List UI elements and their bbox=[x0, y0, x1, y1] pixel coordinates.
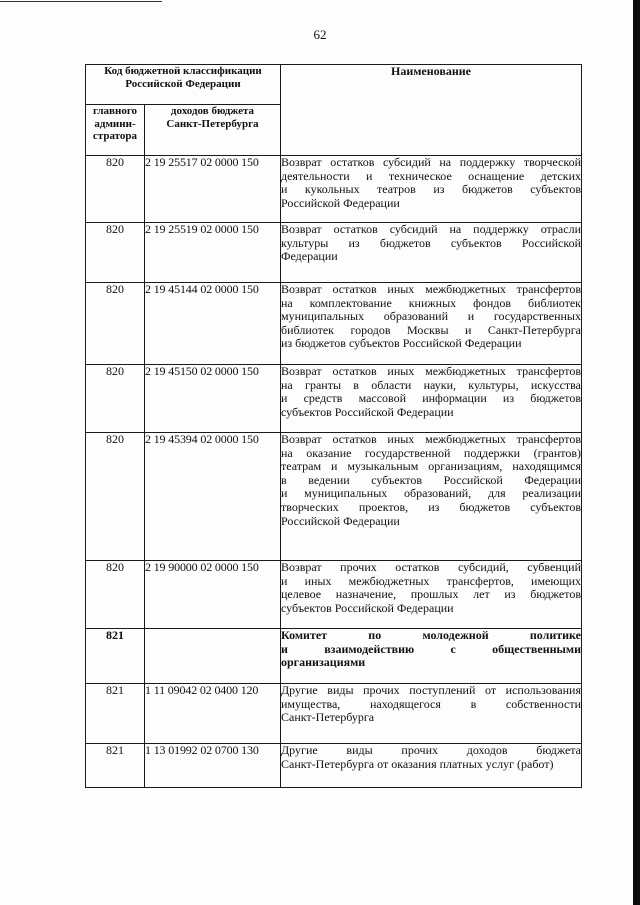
name-cell bbox=[281, 684, 582, 744]
table-row bbox=[86, 433, 582, 561]
name-line: Возврат остатков субсидий на поддержку творческой bbox=[281, 155, 581, 169]
name-line: Другие виды прочих поступлений от использования bbox=[281, 683, 581, 697]
name-line: в ведении субъектов Российской Федерации bbox=[281, 472, 581, 487]
header-admin-line3: стратора bbox=[92, 130, 138, 142]
header-income-line1: доходов бюджета bbox=[170, 105, 255, 117]
name-line: на гранты в области науки, культуры, искусства bbox=[281, 377, 581, 392]
admin-code-cell: 821 bbox=[86, 684, 145, 744]
header-income-line2: Санкт-Петербурга bbox=[166, 117, 259, 130]
name-line: на оказание государственной поддержки (грантов) bbox=[281, 445, 581, 460]
income-code-cell: 2 19 45144 02 0000 150 bbox=[145, 283, 281, 365]
name-line: субъектов Российской Федерации bbox=[281, 600, 454, 615]
top-rule bbox=[0, 1, 162, 2]
name-cell bbox=[281, 629, 582, 684]
name-line: деятельности и техническое оснащение детских bbox=[281, 168, 581, 183]
page-number: 62 bbox=[313, 27, 327, 42]
name-line: Комитет по молодежной политике bbox=[281, 628, 581, 642]
income-code-cell: 1 13 01992 02 0700 130 bbox=[145, 744, 281, 788]
income-code-cell: 1 11 09042 02 0400 120 bbox=[145, 684, 281, 744]
name-line: Российской Федерации bbox=[281, 513, 400, 528]
income-code-cell: 2 19 45394 02 0000 150 bbox=[145, 433, 281, 561]
admin-code-cell: 820 bbox=[86, 365, 145, 433]
name-line: театрам и музыкальным организациям, находящимся bbox=[281, 459, 581, 474]
header-group-title bbox=[86, 65, 281, 105]
name-cell bbox=[281, 561, 582, 629]
income-code-cell bbox=[145, 629, 281, 684]
header-income-column bbox=[145, 105, 281, 156]
admin-code-cell: 821 bbox=[86, 744, 145, 788]
table-row bbox=[86, 684, 582, 744]
name-line: имущества, находящегося в собственности bbox=[281, 696, 581, 711]
name-line: Возврат остатков иных межбюджетных трансфертов bbox=[281, 432, 581, 446]
income-code-cell: 2 19 90000 02 0000 150 bbox=[145, 561, 281, 629]
name-line: Возврат прочих остатков субсидий, субвенций bbox=[281, 560, 581, 574]
name-line: из бюджетов субъектов Российской Федерации bbox=[281, 336, 522, 351]
name-line: Возврат остатков иных межбюджетных трансфертов bbox=[281, 364, 581, 378]
admin-code-cell: 820 bbox=[86, 223, 145, 283]
name-cell bbox=[281, 365, 582, 433]
header-group-title-line1: Код бюджетной классификации bbox=[104, 65, 262, 77]
scan-edge bbox=[633, 0, 640, 905]
table-body bbox=[86, 156, 582, 788]
table-row bbox=[86, 223, 582, 283]
admin-code-cell: 820 bbox=[86, 156, 145, 223]
name-line: организациями bbox=[281, 655, 366, 670]
name-line: Российской Федерации bbox=[281, 195, 400, 210]
header-name-column: Наименование bbox=[281, 65, 582, 156]
name-line: Санкт-Петербурга bbox=[281, 710, 375, 725]
name-line: Возврат остатков субсидий на поддержку отрасли bbox=[281, 222, 581, 236]
income-code-cell: 2 19 45150 02 0000 150 bbox=[145, 365, 281, 433]
name-line: целевое назначение, прошлых лет из бюджетов bbox=[281, 587, 581, 602]
header-admin-line2: админи- bbox=[94, 117, 136, 130]
name-line: и иных межбюджетных трансфертов, имеющих bbox=[281, 573, 581, 588]
name-line: и кукольных театров из бюджетов субъектов bbox=[281, 182, 581, 197]
name-line: библиотек городов Москвы и Санкт-Петербурга bbox=[281, 322, 581, 337]
name-line: субъектов Российской Федерации bbox=[281, 404, 454, 419]
name-line: муниципальных образований и государственных bbox=[281, 309, 581, 324]
name-cell bbox=[281, 744, 582, 788]
header-admin-column bbox=[86, 105, 145, 156]
header-admin-line1: главного bbox=[92, 105, 138, 117]
table-row bbox=[86, 561, 582, 629]
name-line: творческих проектов, из бюджетов субъектов bbox=[281, 499, 581, 514]
name-line: и муниципальных образований, для реализации bbox=[281, 486, 581, 501]
table-row bbox=[86, 744, 582, 788]
name-line: Санкт-Петербурга от оказания платных услуг (работ) bbox=[281, 756, 554, 771]
name-line: и средств массовой информации из бюджетов bbox=[281, 391, 581, 406]
name-line: культуры из бюджетов субъектов Российской bbox=[281, 235, 581, 250]
income-code-cell: 2 19 25519 02 0000 150 bbox=[145, 223, 281, 283]
name-line: Федерации bbox=[281, 249, 338, 264]
header-group-title-line2: Российской Федерации bbox=[125, 77, 241, 90]
name-cell bbox=[281, 156, 582, 223]
table-row bbox=[86, 156, 582, 223]
name-line: и взаимодействию с общественными bbox=[281, 641, 581, 656]
name-line: Другие виды прочих доходов бюджета bbox=[281, 743, 581, 757]
admin-code-cell: 820 bbox=[86, 283, 145, 365]
admin-code-cell: 820 bbox=[86, 433, 145, 561]
admin-code-cell: 821 bbox=[86, 629, 145, 684]
income-code-cell: 2 19 25517 02 0000 150 bbox=[145, 156, 281, 223]
budget-classification-table bbox=[85, 64, 582, 788]
admin-code-cell: 820 bbox=[86, 561, 145, 629]
name-line: на комплектование книжных фондов библиотек bbox=[281, 295, 581, 310]
name-cell bbox=[281, 433, 582, 561]
name-line: Возврат остатков иных межбюджетных трансфертов bbox=[281, 282, 581, 296]
table-row bbox=[86, 283, 582, 365]
table-row bbox=[86, 629, 582, 684]
name-cell bbox=[281, 223, 582, 283]
name-cell bbox=[281, 283, 582, 365]
table-row bbox=[86, 365, 582, 433]
